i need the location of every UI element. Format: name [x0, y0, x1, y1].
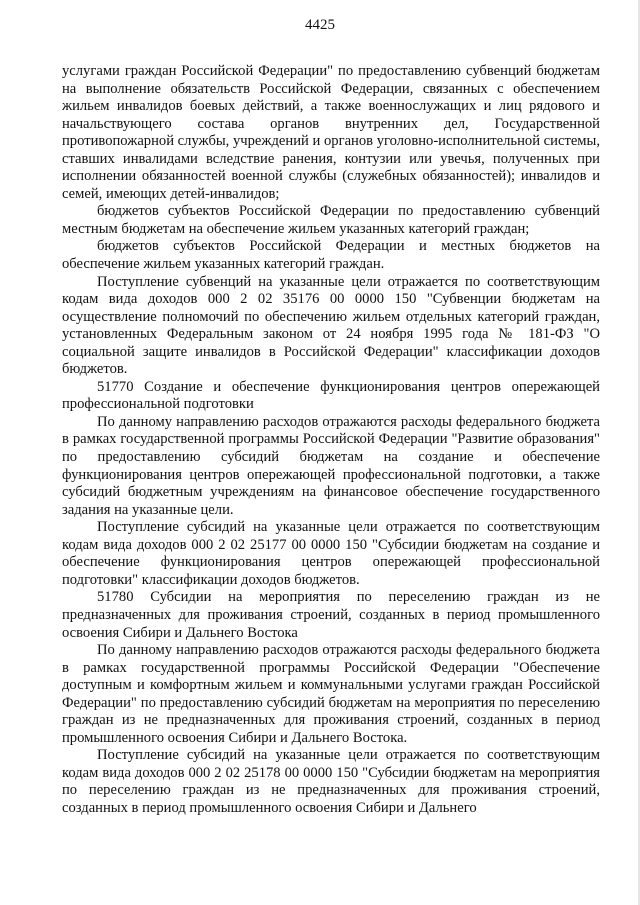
- paragraph-2: бюджетов субъектов Российской Федерации по предоставлению субвенций местным бюджетам на обеспечение жильем указанных категорий граждан;: [62, 203, 600, 237]
- paragraph-1-continuation: услугами граждан Российской Федерации" по предоставлению субвенций бюджетам на выполнение обязательств Российской Федерации, связанных с обеспечением жильем инвалидов боевых действий, а также военнослужащих и лиц рядового и начальствующего состава органов внутренних дел, Государственной противопожарной службы, учреждений и органов уголовно-исполнительной системы, ставших инвалидами вследствие ранения, контузии или увечья, полученных при исполнении обязанностей военной службы (служебных обязанностей); инвалидов и семей, имеющих детей-инвалидов;: [62, 63, 600, 202]
- section-heading-51780: 51780 Субсидии на мероприятия по переселению граждан из не предназначенных для проживания строений, созданных в период промышленного освоения Сибири и Дальнего Востока: [62, 589, 600, 641]
- section-heading-51770: 51770 Создание и обеспечение функционирования центров опережающей профессиональной подготовки: [62, 378, 600, 413]
- paragraph-9: По данному направлению расходов отражаются расходы федерального бюджета в рамках государственной программы Российской Федерации "Обеспечение доступным и комфортным жильем и коммунальными услугами граждан Российской Федерации" по предоставлению субсидий бюджетам на мероприятия по переселению граждан из не предназначенных для проживания строений, созданных в период промышленного освоения Сибири и Дальнего Востока.: [62, 642, 600, 746]
- paragraph-4: Поступление субвенций на указанные цели отражается по соответствующим кодам вида доходов 000 2 02 35176 00 0000 150 "Субвенции бюджетам на осуществление полномочий по обеспечению жильем отдельных категорий граждан, установленных Федеральным законом от 24 ноября 1995 года № 181-ФЗ "О социальной защите инвалидов в Российской Федерации" классификации доходов бюджетов.: [62, 273, 600, 378]
- paragraph-6: По данному направлению расходов отражаются расходы федерального бюджета в рамках государственной программы Российской Федерации "Развитие образования" по предоставлению субсидий бюджетам на создание и обеспечение функционирования центров опережающей профессиональной подготовки, а также субсидий бюджетным учреждениям на финансовое обеспечение государственного задания на указанные цели.: [62, 413, 600, 518]
- paragraph-10: Поступление субсидий на указанные цели отражается по соответствующим кодам вида доходов 000 2 02 25178 00 0000 150 "Субсидии бюджетам на мероприятия по переселению граждан из не предназначенных для проживания строений, созданных в период промышленного освоения Сибири и Дальнего: [62, 747, 600, 816]
- paragraph-3: бюджетов субъектов Российской Федерации и местных бюджетов на обеспечение жильем указанных категорий граждан.: [62, 238, 600, 273]
- paragraph-7: Поступление субсидий на указанные цели отражается по соответствующим кодам вида доходов 000 2 02 25177 00 0000 150 "Субсидии бюджетам на создание и обеспечение функционирования центров опережающей профессиональной подготовки" классификации доходов бюджетов.: [62, 519, 600, 588]
- page-number: 4425: [305, 17, 335, 33]
- document-body: [62, 63, 600, 818]
